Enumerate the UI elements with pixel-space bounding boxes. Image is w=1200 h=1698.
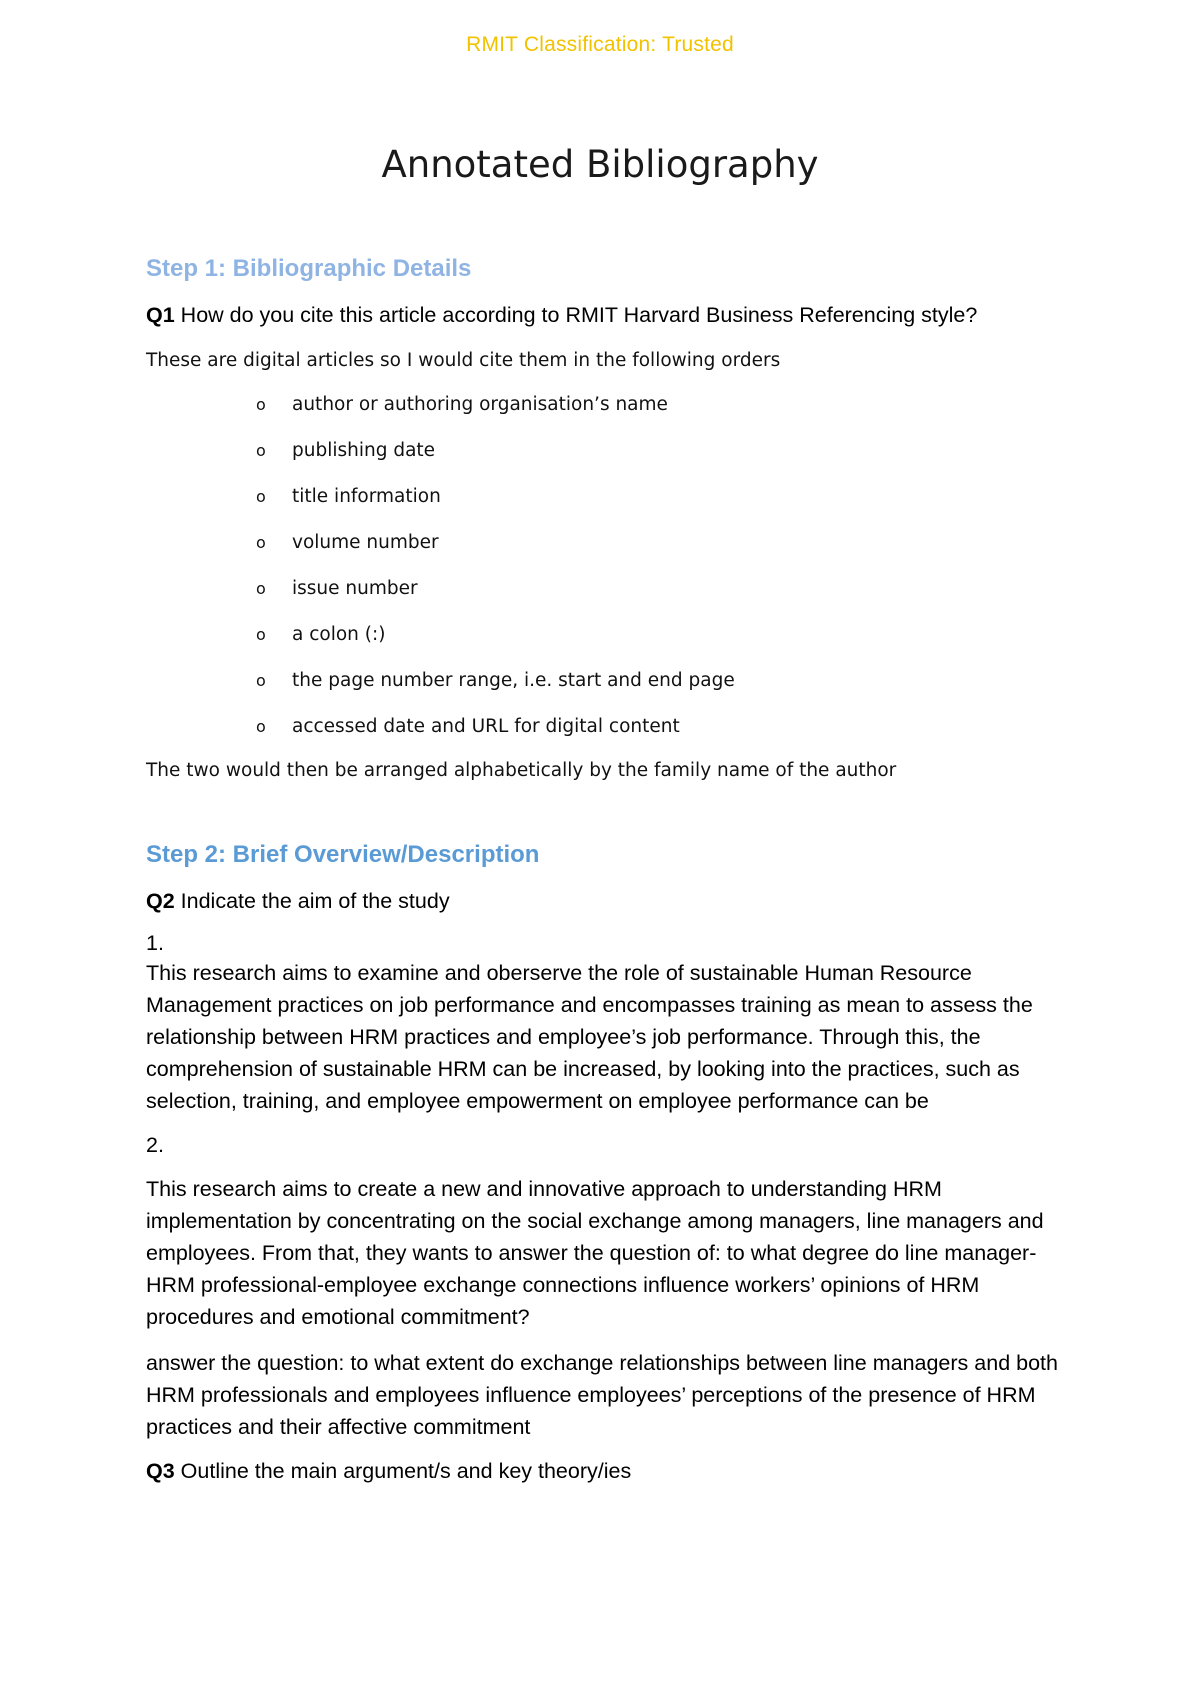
- question-2: [146, 887, 1076, 915]
- list-item: [146, 439, 1076, 463]
- question-3-label: Q3: [146, 1459, 175, 1483]
- bullet-marker: o: [256, 717, 266, 736]
- bullet-marker: o: [256, 625, 266, 644]
- list-item-text: a colon (:): [292, 624, 386, 645]
- document-title: Annotated Bibliography: [381, 143, 819, 186]
- list-item: [146, 531, 1076, 555]
- bullet-marker: o: [256, 579, 266, 598]
- item-2-text: This research aims to create a new and innovative approach to understanding HRM implementation by concentrating on the social exchange among managers, line managers and employees. From that, they wants to answer the question of: to what degree do line manager-HRM professional-employee exchange connections influence workers’ opinions of HRM procedures and emotional commitment?: [146, 1177, 1044, 1329]
- question-1: [146, 301, 1076, 329]
- bullet-marker: o: [256, 441, 266, 460]
- item-2-extra-text: answer the question: to what extent do exchange relationships between line managers and both HRM professionals and employees influence employees’ perceptions of the presence of HRM practices and their affective commitment: [146, 1351, 1058, 1439]
- question-3: [146, 1457, 1076, 1485]
- question-1-text: How do you cite this article according to RMIT Harvard Business Referencing style?: [174, 303, 978, 327]
- list-item-text: the page number range, i.e. start and end page: [292, 670, 735, 691]
- document-body: [146, 250, 1076, 1485]
- list-item: [146, 715, 1076, 739]
- step2-heading: Step 2: Brief Overview/Description: [146, 841, 540, 868]
- list-item-text: accessed date and URL for digital content: [292, 716, 680, 737]
- list-item: [146, 485, 1076, 509]
- list-item-text: publishing date: [292, 440, 436, 461]
- question-3-text: Outline the main argument/s and key theory/ies: [174, 1459, 632, 1483]
- list-item-text: author or authoring organisation’s name: [292, 394, 668, 415]
- list-item: [146, 393, 1076, 417]
- bullet-marker: o: [256, 487, 266, 506]
- bullet-marker: o: [256, 533, 266, 552]
- list-item-text: title information: [292, 486, 441, 507]
- step1-heading: Step 1: Bibliographic Details: [146, 255, 472, 282]
- bullet-marker: o: [256, 671, 266, 690]
- citation-order-list: [146, 393, 1076, 739]
- question-2-label: Q2: [146, 889, 175, 913]
- list-item: [146, 623, 1076, 647]
- list-item: [146, 669, 1076, 693]
- item-1-number: 1.: [146, 931, 164, 955]
- bullet-marker: o: [256, 395, 266, 414]
- citation-outro: The two would then be arranged alphabetically by the family name of the author: [146, 760, 897, 781]
- classification-label: RMIT Classification: Trusted: [466, 33, 734, 56]
- list-item-text: issue number: [292, 578, 418, 599]
- citation-intro: These are digital articles so I would cite them in the following orders: [146, 350, 781, 371]
- question-1-label: Q1: [146, 303, 175, 327]
- item-1-text: This research aims to examine and oberserve the role of sustainable Human Resource Management practices on job performance and encompasses training as mean to assess the relationship between HRM practices and employee’s job performance. Through this, the comprehension of sustainable HRM can be increased, by looking into the practices, such as selection, training, and employee empowerment on employee performance can be: [146, 961, 1033, 1113]
- list-item-text: volume number: [292, 532, 439, 553]
- list-item: [146, 577, 1076, 601]
- question-2-text: Indicate the aim of the study: [174, 889, 450, 913]
- item-2-number: 2.: [146, 1133, 164, 1157]
